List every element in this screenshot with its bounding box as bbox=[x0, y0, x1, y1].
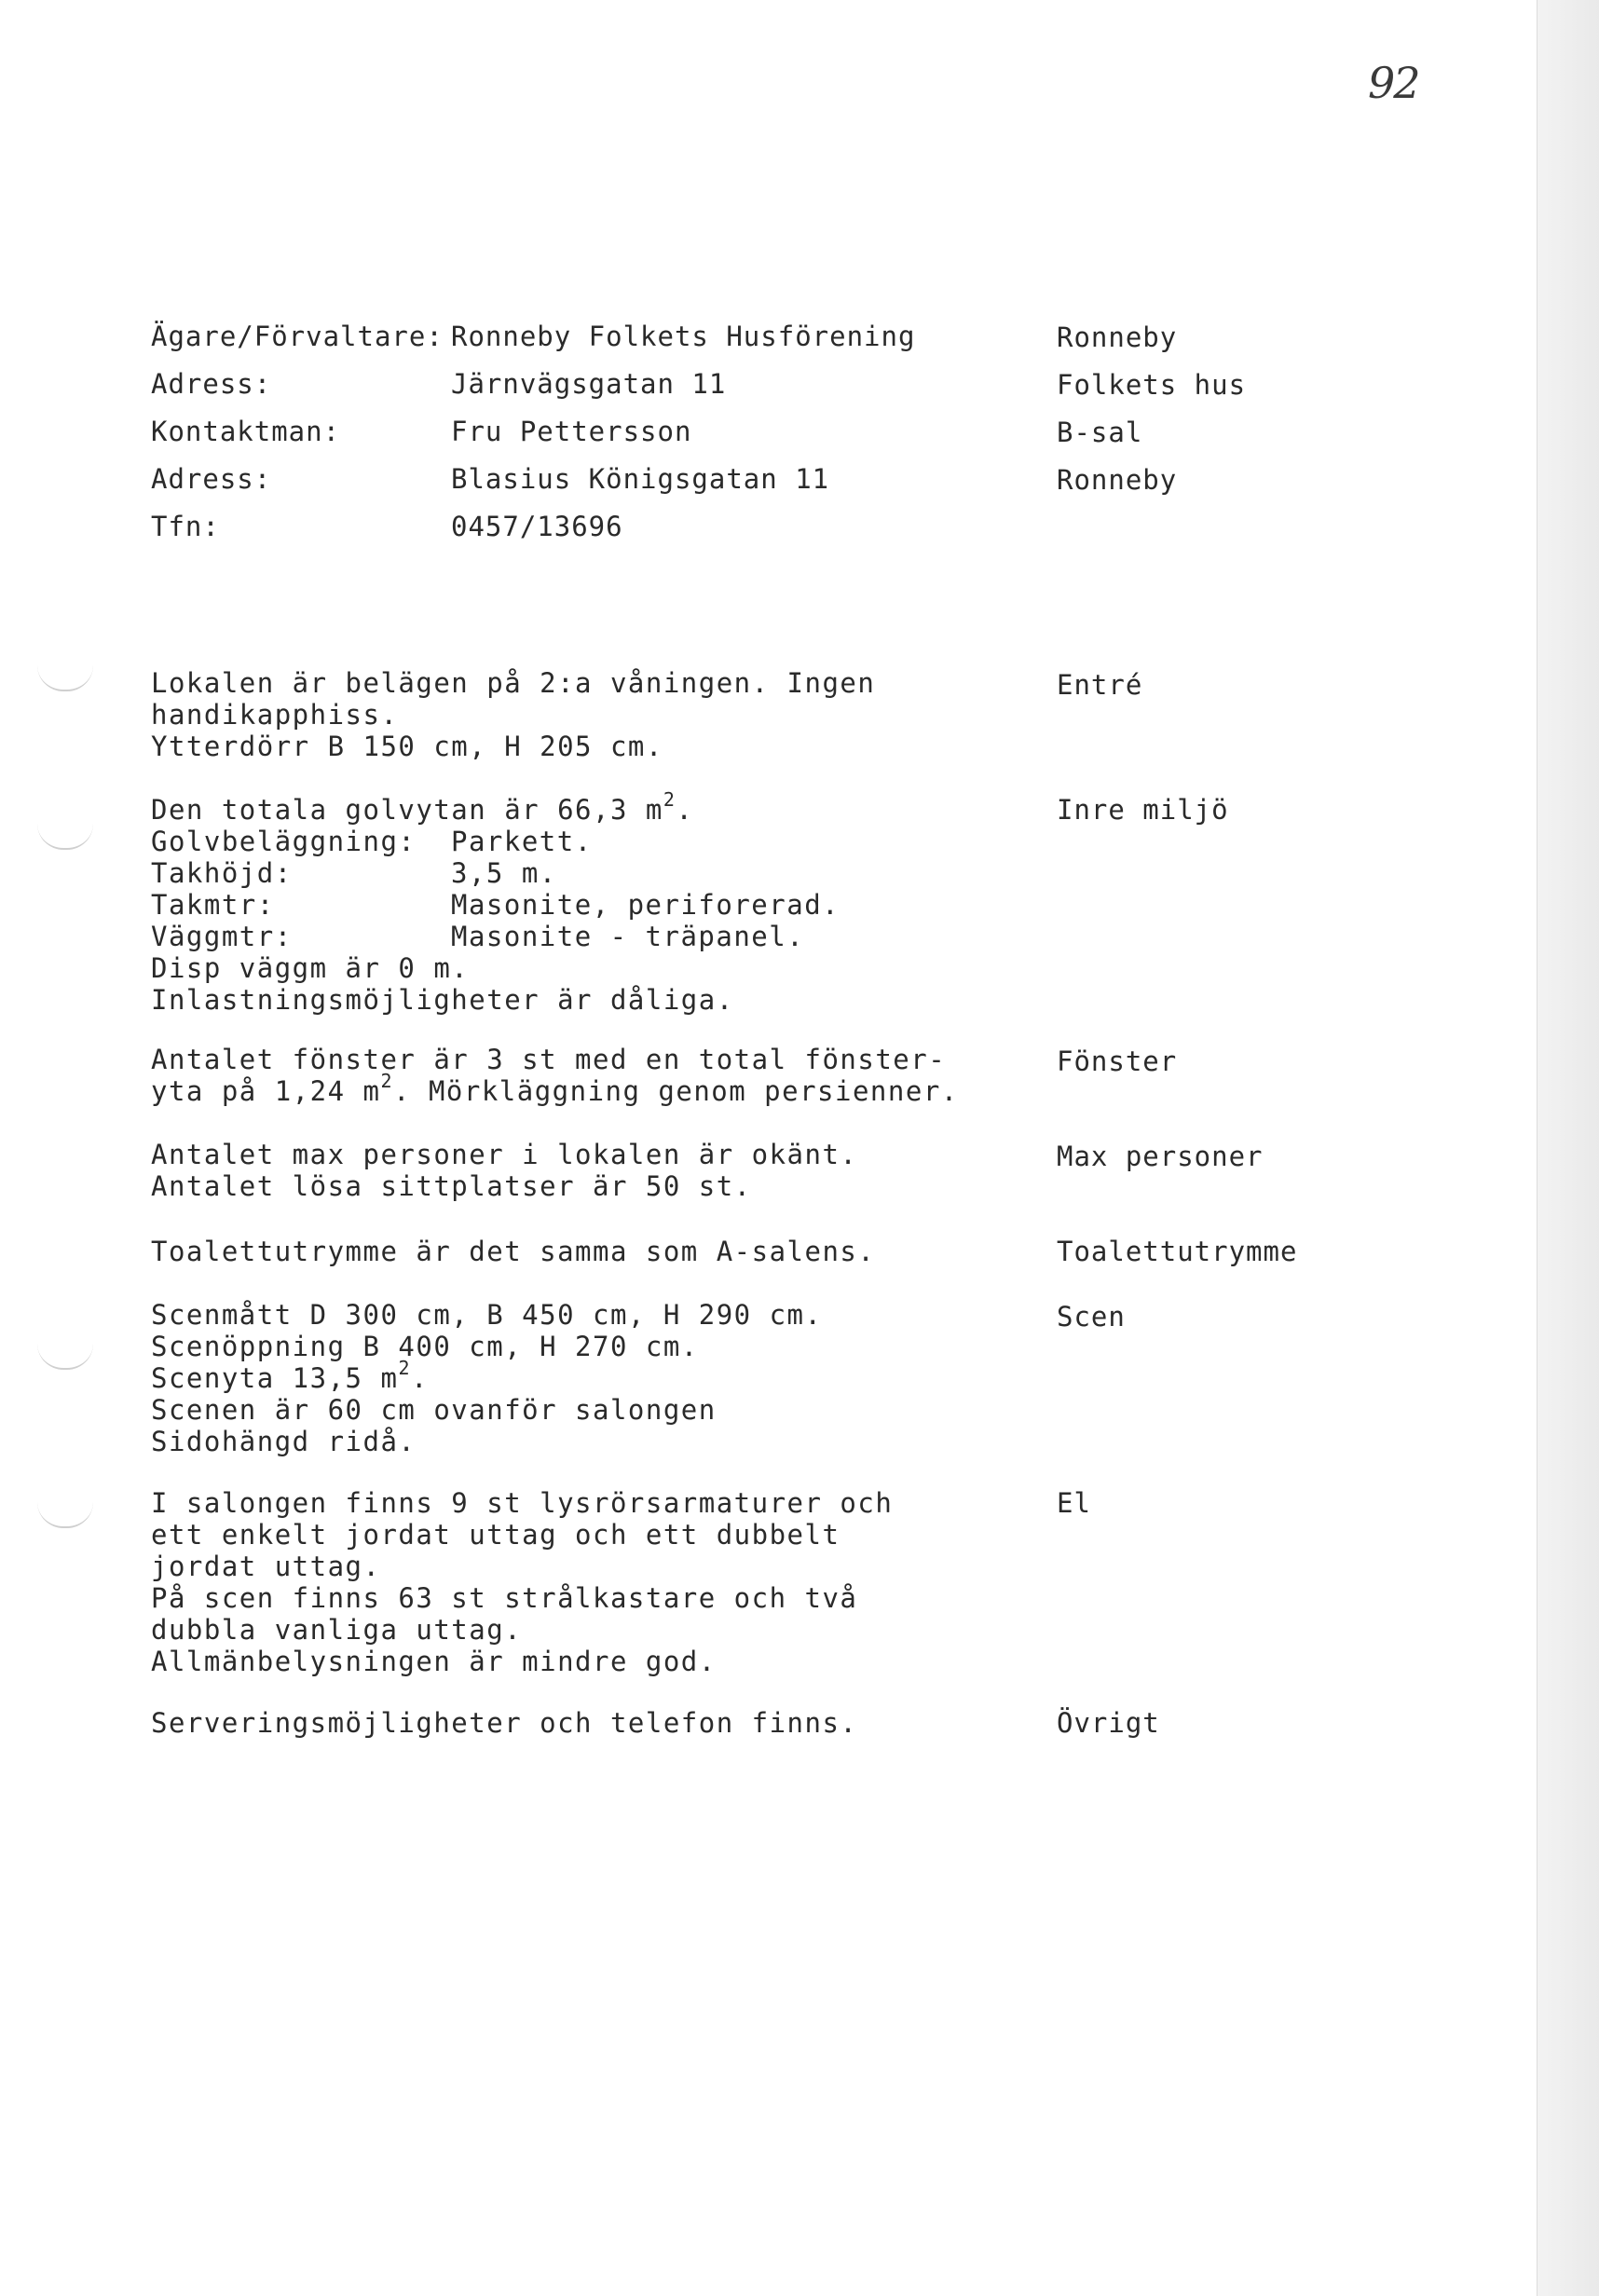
unit-superscript: 2 bbox=[380, 1070, 394, 1092]
punch-hole bbox=[37, 1344, 93, 1370]
spec-row bbox=[151, 857, 840, 889]
text-line: Scenen är 60 cm ovanför salongen bbox=[151, 1394, 717, 1426]
text-line: Scenöppning B 400 cm, H 270 cm. bbox=[151, 1331, 699, 1362]
text-line: Serveringsmöjligheter och telefon finns. bbox=[151, 1707, 858, 1739]
text-line: jordat uttag. bbox=[151, 1551, 381, 1582]
punch-hole bbox=[37, 665, 93, 691]
text-line: Antalet max personer i lokalen är okänt. bbox=[151, 1139, 858, 1170]
spec-value: Masonite - träpanel. bbox=[451, 921, 805, 952]
max-personer-text bbox=[151, 1139, 857, 1202]
location-city: Ronneby bbox=[1057, 321, 1178, 353]
inre-miljo-text bbox=[151, 788, 840, 1016]
fonster-text bbox=[151, 1044, 959, 1107]
spec-value: 3,5 m. bbox=[451, 857, 557, 889]
spec-label: Golvbeläggning: bbox=[151, 826, 417, 857]
entre-heading: Entré bbox=[1057, 669, 1143, 701]
phone-value: 0457/13696 bbox=[451, 511, 623, 542]
window-area-line bbox=[151, 1070, 959, 1107]
text-line: Antalet fönster är 3 st med en total fönster- bbox=[151, 1044, 947, 1075]
spec-row bbox=[151, 921, 840, 952]
location-town: Ronneby bbox=[1057, 464, 1178, 496]
address-label: Adress: bbox=[151, 368, 272, 400]
stage-area-text: Scenyta 13,5 m bbox=[151, 1362, 399, 1394]
spec-label: Takmtr: bbox=[151, 889, 275, 921]
text-line: Sidohängd ridå. bbox=[151, 1426, 417, 1457]
total-area-end: . bbox=[676, 794, 694, 826]
text-line: På scen finns 63 st strålkastare och två bbox=[151, 1582, 858, 1614]
max-personer-heading: Max personer bbox=[1057, 1141, 1264, 1172]
phone-label: Tfn: bbox=[151, 511, 220, 542]
scen-heading: Scen bbox=[1057, 1301, 1126, 1332]
text-line: Antalet lösa sittplatser är 50 st. bbox=[151, 1170, 752, 1202]
spec-value: Masonite, periforerad. bbox=[451, 889, 840, 921]
text-line: Inlastningsmöjligheter är dåliga. bbox=[151, 984, 734, 1016]
page-edge bbox=[1537, 0, 1599, 2296]
text-line: Lokalen är belägen på 2:a våningen. Ingen bbox=[151, 667, 876, 699]
text-line: ett enkelt jordat uttag och ett dubbelt bbox=[151, 1519, 840, 1551]
entre-text bbox=[151, 667, 875, 762]
contact-value: Fru Pettersson bbox=[451, 416, 692, 447]
toalett-heading: Toalettutrymme bbox=[1057, 1236, 1298, 1267]
text-line: dubbla vanliga uttag. bbox=[151, 1614, 523, 1646]
owner-label: Ägare/Förvaltare: bbox=[151, 321, 444, 352]
stage-area-end: . bbox=[410, 1362, 429, 1394]
inre-miljo-heading: Inre miljö bbox=[1057, 794, 1229, 826]
spec-value: Parkett. bbox=[451, 826, 593, 857]
text-line: Scenmått D 300 cm, B 450 cm, H 290 cm. bbox=[151, 1299, 823, 1331]
fonster-heading: Fönster bbox=[1057, 1046, 1178, 1077]
stage-area-line bbox=[151, 1357, 822, 1394]
text-line: Ytterdörr B 150 cm, H 205 cm. bbox=[151, 731, 663, 762]
text-line: Toalettutrymme är det samma som A-salens. bbox=[151, 1236, 876, 1267]
page-number: 92 bbox=[1368, 58, 1419, 108]
unit-superscript: 2 bbox=[663, 788, 676, 811]
location-building: Folkets hus bbox=[1057, 369, 1247, 401]
total-area-text: Den totala golvytan är 66,3 m bbox=[151, 794, 663, 826]
toalett-text bbox=[151, 1236, 875, 1267]
owner-value: Ronneby Folkets Husförening bbox=[451, 321, 916, 352]
location-hall: B-sal bbox=[1057, 417, 1143, 448]
unit-superscript: 2 bbox=[398, 1357, 411, 1379]
spec-label: Väggmtr: bbox=[151, 921, 293, 952]
spec-row bbox=[151, 826, 840, 857]
scen-text bbox=[151, 1299, 822, 1457]
text-line: Disp väggm är 0 m. bbox=[151, 952, 470, 984]
ovrigt-text bbox=[151, 1707, 857, 1739]
window-area-text: yta på 1,24 m bbox=[151, 1075, 381, 1107]
window-area-end: . Mörkläggning genom persienner. bbox=[393, 1075, 959, 1107]
contact-address-label: Adress: bbox=[151, 463, 272, 495]
contact-address-value: Blasius Königsgatan 11 bbox=[451, 463, 830, 495]
text-line: handikapphiss. bbox=[151, 699, 399, 731]
spec-label: Takhöjd: bbox=[151, 857, 293, 889]
el-heading: El bbox=[1057, 1487, 1091, 1519]
punch-hole bbox=[37, 1502, 93, 1528]
contact-label: Kontaktman: bbox=[151, 416, 341, 447]
total-area-line bbox=[151, 788, 840, 826]
address-value: Järnvägsgatan 11 bbox=[451, 368, 727, 400]
text-line: I salongen finns 9 st lysrörsarmaturer och bbox=[151, 1487, 894, 1519]
spec-row bbox=[151, 889, 840, 921]
text-line: Allmänbelysningen är mindre god. bbox=[151, 1646, 717, 1677]
ovrigt-heading: Övrigt bbox=[1057, 1707, 1160, 1739]
el-text bbox=[151, 1487, 893, 1677]
punch-hole bbox=[37, 824, 93, 850]
